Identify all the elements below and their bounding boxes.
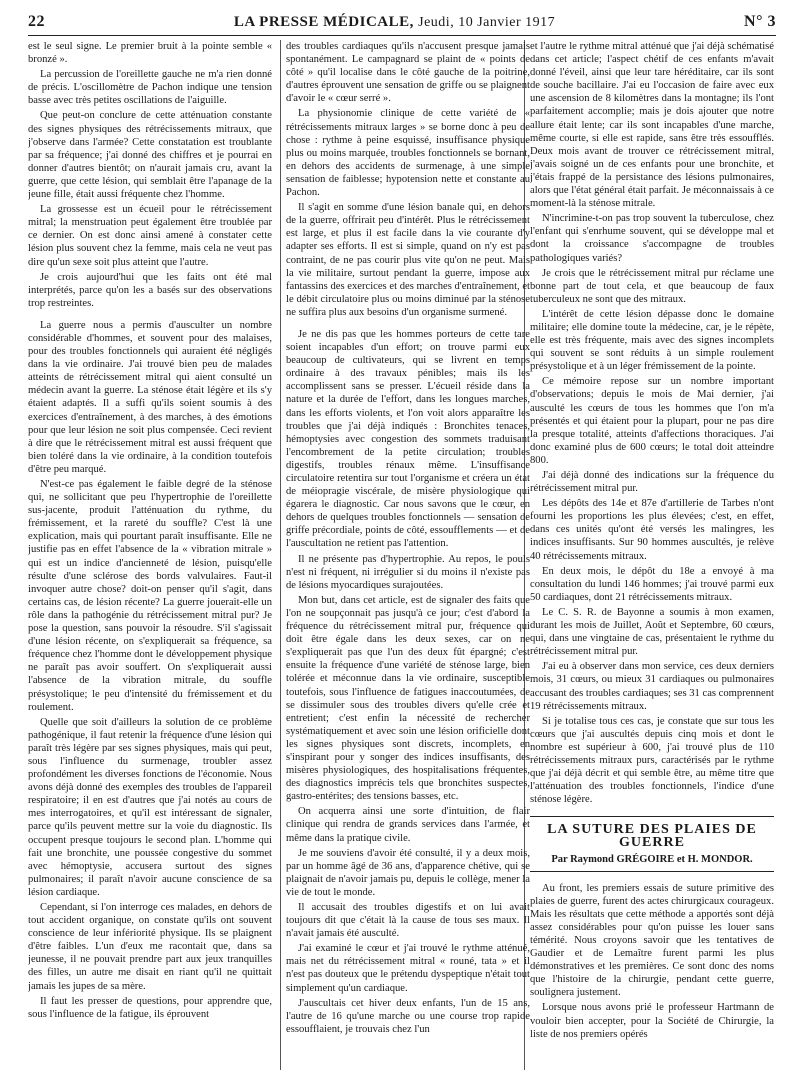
- paragraph: Ce mémoire repose sur un nombre important d'observations; depuis le mois de Mai dernier, j'ai ausculté les cœurs de tous les hommes que l'on m'a présentés et qui étaient pour la plupart, pour ne pas dire la presque totalité, atteints d'affections thoraciques. J'ai donc examiné plus de 600 cœurs; le total doit atteindre 800.: [530, 376, 774, 466]
- paragraph: Les dépôts des 14e et 87e d'artillerie de Tarbes n'ont fourni les proportions les plus élevées; c'est, en effet, dans ces unités qu'ont été versés les malingres, les indices insuffisants. Sur 90 hommes auscultés, je relève 40 rétrécissements mitraux.: [530, 498, 774, 562]
- paragraph: Cependant, si l'on interroge ces malades, en dehors de tout accident organique, on constate qu'ils ont souvent conscience de leur infériorité physique. Ils se plaignent d'être faibles. L'un d'eux me racontait que, dans sa jeunesse, il ne pouvait prendre part aux jeux tranquilles des filles, un autre me disait en riant qu'il ne quittait jamais les jupes de sa mère.: [28, 902, 272, 992]
- paragraph: Quelle que soit d'ailleurs la solution de ce problème pathogénique, il faut retenir la fréquence d'une lésion qui paraît très légère par ses signes physiques, mais qui peut, sous l'influence du surmenage, troubler assez profondément les diverses fonctions de l'économie. Nous avons déjà donné des exemples des troubles de l'appareil respiratoire; il en est d'autres que j'ai notés au cours de mes interrogatoires, et qu'il est intéressant de signaler, parce qu'ils peuvent mettre sur la voie du diagnostic. Ils occupent presque toujours le second plan. L'homme qui fait une bronchite, une poussée congestive du sommet avec hémoptysie, accusera surtout des signes pulmonaires; il paraît n'avoir aucune conscience de sa lésion cardiaque.: [28, 716, 272, 898]
- paragraph: N'est-ce pas également le faible degré de la sténose qui, ne sollicitant que peu l'hypertrophie de l'oreillette sus-jacente, produit l'atténuation du rythme, du frémissement, et la rareté du souffle? C'est là une explication, mais qui pourtant paraît insuffisante. Elle ne justifie pas en effet l'absence de la « vibration mitrale » qui est un indice d'ancienneté de lésion, puisqu'elle résulte d'une sclérose des bords valvulaires. Faut-il invoquer autre chose? doit-on penser qu'il s'agit, dans certains cas, de lésion récente? La guerre jouerait-elle un rôle dans la pathogénie du rétrécissement mitral pur? Je pose la question, sans pouvoir la résoudre. S'il s'agissait d'une lésion récente, on s'expliquerait sa fréquence, sa fréquence chez l'homme dont le développement physique ne paraît pas avoir souffert. On s'expliquerait aussi l'absence de la vibration mitrale, du souffle présystolique; le peu d'intensité du frémissement et du roulement.: [28, 479, 272, 713]
- article-heading: [530, 816, 774, 871]
- issue-date: Jeudi, 10 Janvier 1917: [418, 15, 556, 30]
- paragraph: Au front, les premiers essais de suture primitive des plaies de guerre, furent des actes chirurgicaux courageux. Mais les résultats que cette méthode a apportés sont déjà assez considérables pour qu'on puisse les louer sans témérité. Nous croyons savoir que les tentatives de Gaudier et de Lemaître furent parmi les plus démonstratives et les premières. Ce sont donc des noms que l'histoire de la chirurgie, pendant cette guerre, soulignera justement.: [530, 882, 774, 999]
- paragraph: En deux mois, le dépôt du 18e a envoyé à ma consultation du lundi 146 hommes; j'ai trouvé parmi eux 50 cardiaques, dont 21 rétrécissements mitraux.: [530, 565, 774, 603]
- text-column-3: [530, 40, 774, 1070]
- article-title: LA SUTURE DES PLAIES DE GUERRE: [547, 822, 757, 851]
- paragraph: Je me souviens d'avoir été consulté, il y a deux mois, par un homme âgé de 36 ans, d'apparence chétive, qui se plaignait de n'avoir jamais pu, depuis le collège, mener la vie de tout le monde.: [286, 847, 530, 898]
- paragraph: N'incrimine-t-on pas trop souvent la tuberculose, chez l'enfant qui s'enrhume souvent, qui se développe mal et dont la croissance s'accompagne de troubles pathologiques variés?: [530, 213, 774, 264]
- paragraph: La physionomie clinique de cette variété de « rétrécissements mitraux larges » se borne donc à peu de chose : rythme à peine esquissé, insuffisance physique plus ou moins marquée, troubles fonctionnels se bornant, en dehors des accidents de surmenage, à une simple sensation de faiblesse; hypotension nette et constante au Pachon.: [286, 108, 530, 199]
- paragraph: des troubles cardiaques qu'ils n'accusent presque jamais spontanément. Le campagnard se plaint de « points de côté » qu'il localise dans le côté gauche de la poitrine, d'autres éprouvent une sensation de griffe ou se plaignent d'avoir le « cœur serré ».: [286, 41, 530, 105]
- paragraph: est le seul signe. Le premier bruit à la pointe semble « bronzé ».: [28, 41, 272, 66]
- article-authors: Par Raymond GRÉGOIRE et H. MONDOR.: [551, 853, 753, 865]
- header-rule: [28, 35, 776, 36]
- paragraph: Je crois que le rétrécissement mitral pur réclame une bonne part de tout cela, et que beaucoup de faux tuberculeux ne sont que des mitraux.: [530, 267, 774, 305]
- paragraph: J'ai eu à observer dans mon service, ces deux derniers mois, 31 cœurs, ou mieux 31 cardiaques ou pulmonaires accusant des troubles cardiaques; ses 31 cas comprennent 19 rétrécissements mitraux.: [530, 661, 774, 712]
- paragraph: La grossesse est un écueil pour le rétrécissement mitral; la menstruation peut également être troublée par ce dernier. On est donc ainsi amené à constater cette lésion plus souvent chez la femme, mais cela ne veut pas dire qu'un sexe soit plus atteint que l'autre.: [28, 204, 272, 268]
- paragraph: Il ne présente pas d'hypertrophie. Au repos, le pouls n'est ni fréquent, ni irrégulier si du moins il n'existe pas de lésions myocardiques surajoutées.: [286, 553, 530, 591]
- journal-title: [234, 14, 555, 31]
- paragraph: Lorsque nous avons prié le professeur Hartmann de vouloir bien accepter, pour la Société de Chirurgie, la liste de nos premiers opérés: [530, 1002, 774, 1040]
- paragraph: J'ai examiné le cœur et j'ai trouvé le rythme atténué, mais net du rétrécissement mitral « rouné, tata » et il n'est pas douteux que le prétendu dyspeptique n'était tout simplement qu'un cardiaque.: [286, 943, 530, 994]
- paragraph: Il s'agit en somme d'une lésion banale qui, en dehors de la guerre, offrirait peu d'intérêt. Plus le rétrécissement est large, et plus il est facile dans la vie courante d'y adapter ses efforts. Il est si simple, quand on n'y est pas contraint, de ne pas courir plus vite qu'on ne peut. Mais la vie militaire, surtout pendant la guerre, impose aux fantassins des exercices et des marches d'entraînement, et le débit circulatoire plus ou moins diminué par la sténose ne suffira plus aux besoins d'un organisme surmené.: [286, 202, 530, 318]
- issue-number: N° 3: [744, 13, 776, 30]
- paragraph: Il accusait des troubles digestifs et on lui avait toujours dit que c'était là la cause de tous ses maux. Il n'avait jamais été ausculté.: [286, 902, 530, 940]
- page-number: 22: [28, 13, 45, 30]
- paragraph: et l'autre le rythme mitral atténué que j'ai déjà schématisé dans cet article; l'aspect chétif de ces enfants m'avait donné l'éveil, ainsi que leur tare héréditaire, car ils sont de souche bacillaire. J'ai eu l'occasion de faire avec eux une ascension de 8 kilomètres dans la montagne; ils l'ont parfaitement accomplie; mais je dois ajouter que notre allure était lente; car ils sont incapables d'une marche, même courte, si elle est rapide, sans être très essoufflés. Deux mois avant de trouver ce rétrécissement mitral, j'avais soigné un de ces enfants pour une bronchite, et j'étais frappé de la persistance des lésions pulmonaires, alors que l'état général était parfait. Je méconnaissais à ce moment-là la sténose mitrale.: [530, 41, 774, 210]
- paragraph: Je crois aujourd'hui que les faits ont été mal interprétés, parce qu'on les a basés sur des observations trop restreintes.: [28, 271, 272, 309]
- paragraph: L'intérêt de cette lésion dépasse donc le domaine militaire; elle domine toute la médecine, car, je le répète, elle est très fréquente, mais avec des signes incomplets qui souvent se sont réduits à un simple roulement présystolique et à un léger frémissement de la pointe.: [530, 308, 774, 373]
- paragraph: On acquerra ainsi une sorte d'intuition, de flair clinique qui rendra de grands services dans l'armée, et même dans la pratique civile.: [286, 806, 530, 844]
- paragraph: J'ai déjà donné des indications sur la fréquence du rétrécissement mitral pur.: [530, 470, 774, 495]
- paragraph: Que peut-on conclure de cette atténuation constante des signes physiques des rétrécissements mitraux, que j'observe dans l'armée? Cette constatation est troublante par sa fréquence; j'ai donné des chiffres et je pourrai en donner d'autres bientôt; on n'aurait jamais cru, avant la guerre, que cette lésion, qui semblait être l'apanage de la jeune fille, était aussi fréquente chez l'homme.: [28, 110, 272, 201]
- paragraph: Il faut les presser de questions, pour apprendre que, sous l'influence de la fatigue, ils éprouvent: [28, 995, 272, 1020]
- text-column-1: [28, 40, 272, 1070]
- paragraph: Mon but, dans cet article, est de signaler des faits que l'on ne soupçonnait pas jusqu'à ce jour; c'est d'abord la fréquence du rétrécissement mitral pur, fréquence qui doit être égale dans les deux sexes, car on ne s'expliquerait pas que l'un des deux fût épargné; c'est ensuite la fréquence d'une variété de sténose large, bien tolérée et méconnue dans la vie ordinaire, susceptible toutefois, sous l'influence de fatigues inaccoutumées, de se dissimuler sous des troubles divers qu'elle crée et entretient; c'est enfin la nécessité de rechercher systématiquement et avec soin une lésion orificielle dont les signes physiques sont discrets, incomplets, en s'inspirant pour y songer des indices insuffisants, des misères physiologiques, des hospitalisations fréquentes, des diagnostics imprécis tels que bronchites suspectes, gastro-entérites; des tensions basses, etc.: [286, 594, 530, 803]
- paragraph: La percussion de l'oreillette gauche ne m'a rien donné de précis. L'oscillomètre de Pachon indique une tension basse avec très petites oscillations de l'aiguille.: [28, 69, 272, 107]
- paragraph: Je ne dis pas que les hommes porteurs de cette tare soient incapables d'un effort; on trouve parmi eux beaucoup de cultivateurs, qui se livrent en temps ordinaire à des travaux pénibles; mais ils les accomplissent sans se presser. L'écueil réside dans la nature et la durée de l'effort, dans les longues marches, dans les efforts violents, et l'on voit alors apparaître les troubles que j'ai déjà indiqués : Bronchites tenaces, hémoptysies avec congestion des sommets traduisant l'encombrement de la petite circulation; troubles digestifs, troubles rénaux même. L'insuffisance circulatoire retentira sur tout l'organisme et créera un état de méiopragie viscérale, de misère physiologique qui égarera le diagnostic. Car nous savons que le cœur, en dehors de quelques troubles fonctionnels — sensation de griffe précordiale, points de côté, essoufflements — et de l'auscultation ne retient pas l'attention.: [286, 328, 530, 550]
- text-column-2: [286, 40, 530, 1070]
- journal-name: LA PRESSE MÉDICALE,: [233, 14, 414, 30]
- column-divider: [280, 40, 281, 1070]
- paragraph: Le C. S. R. de Bayonne a soumis à mon examen, durant les mois de Juillet, Août et Septembre, 60 cœurs, qui, dans une vingtaine de cas, présentaient le rythme du rétrécissement mitral pur.: [530, 606, 774, 658]
- paragraph: Si je totalise tous ces cas, je constate que sur tous les cœurs que j'ai auscultés depuis cinq mois et dont le nombre est supérieur à 600, j'ai trouvé plus de 110 rétrécissements mitraux purs, caractérisés par le rythme que j'ai déjà décrit et qui semble être, au même titre que l'atténuation des troubles fonctionnels, l'indice d'une sténose légère.: [530, 715, 774, 806]
- paragraph: J'auscultais cet hiver deux enfants, l'un de 15 ans, l'autre de 16 qu'une marche ou une course trop rapide essoufflaient, je trouvais chez l'un: [286, 997, 530, 1035]
- paragraph: La guerre nous a permis d'ausculter un nombre considérable d'hommes, et souvent pour des malaises, pour des troubles fonctionnels qui auraient été négligés dans la vie ordinaire. J'ai trouvé bien peu de malades atteints de rétrécissement mitral qui aient consulté un médecin avant la guerre. La sténose était légère et ils s'y étaient adaptés. Il a suffi qu'ils soient soumis à des exercices d'entraînement, à des marches, à des émotions pour que leur lésion ne soit plus compensée. Ceci revient à dire que le rétrécissement mitral est aussi fréquent que bien toléré dans la vie ordinaire, à la condition toutefois d'être peu marqué.: [28, 319, 272, 475]
